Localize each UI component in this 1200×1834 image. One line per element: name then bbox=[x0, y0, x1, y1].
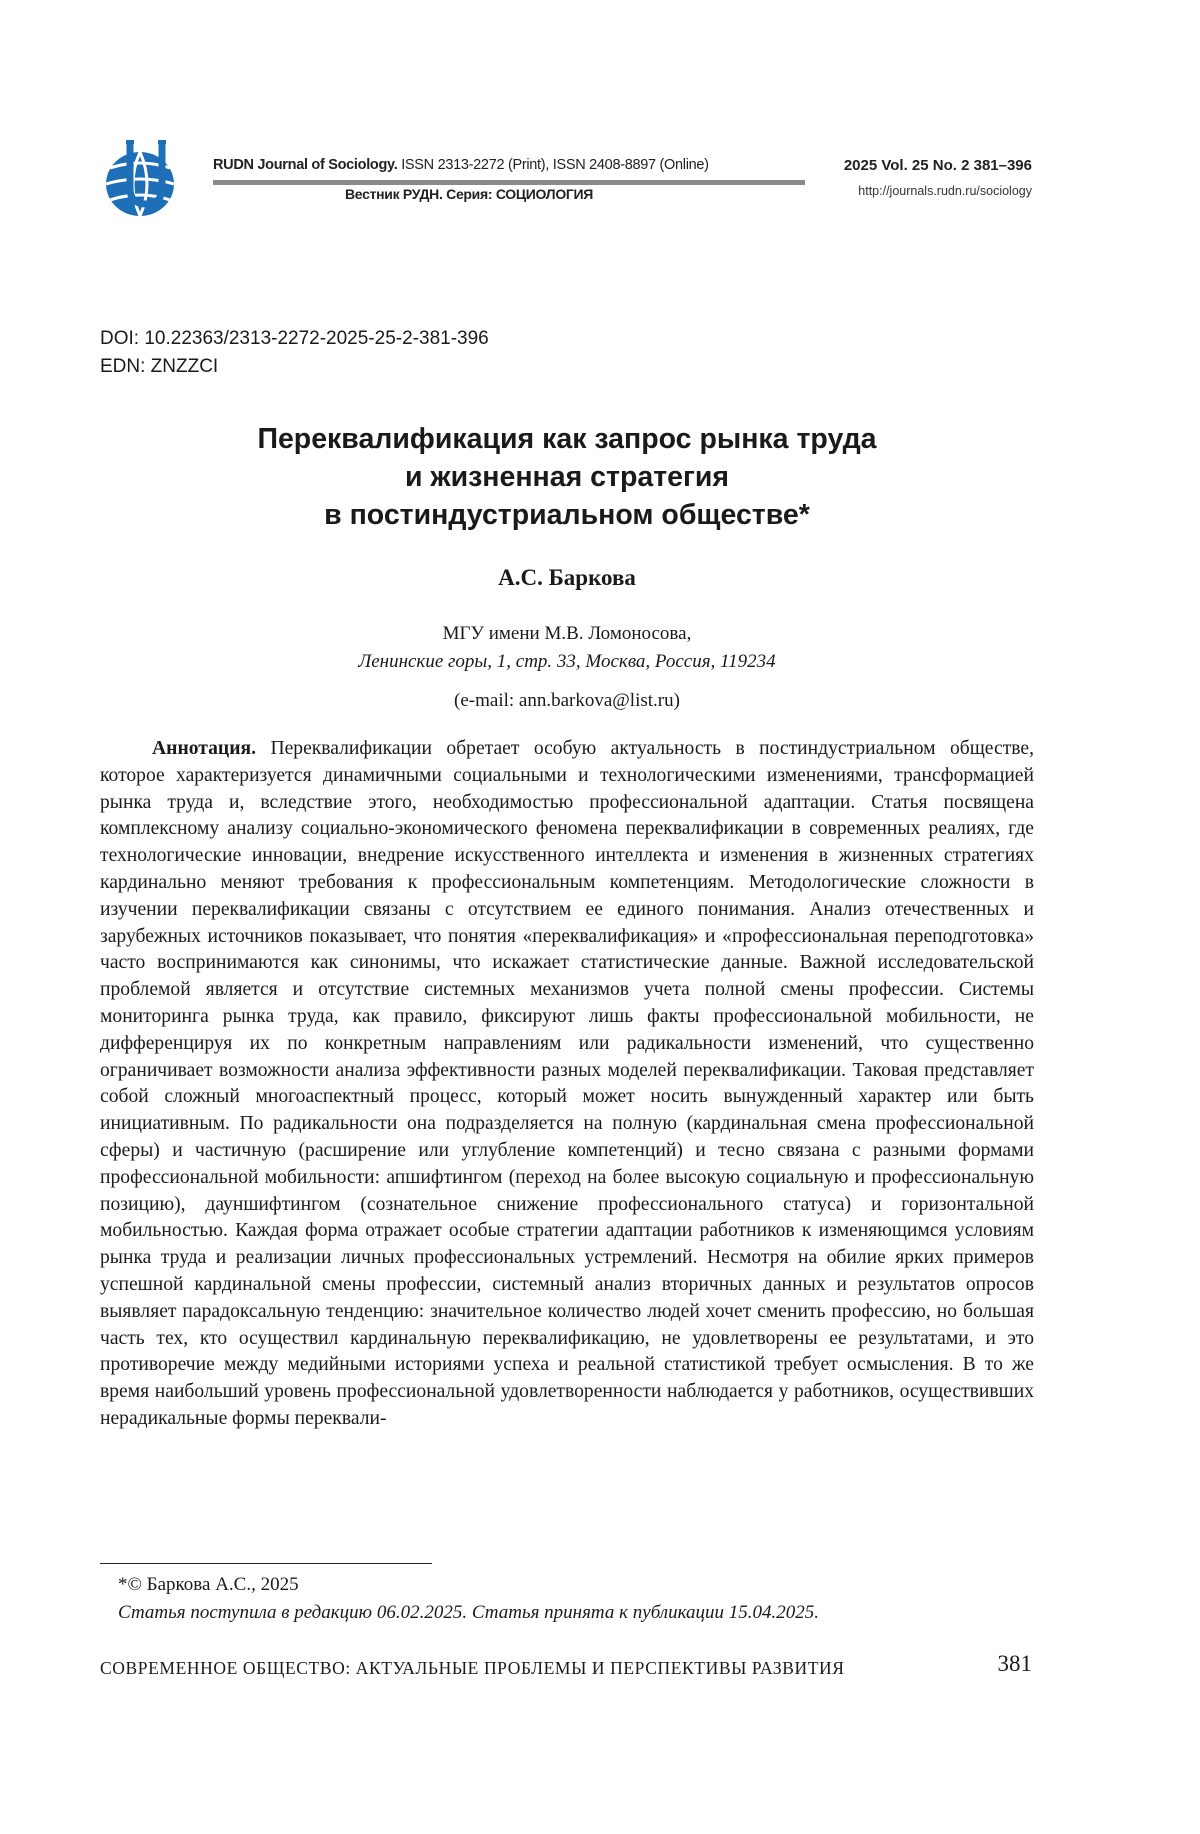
copyright-note: *© Баркова А.С., 2025 bbox=[118, 1574, 299, 1596]
author: А.С. Баркова bbox=[100, 565, 1034, 591]
series-prefix: Вестник РУДН. Серия: bbox=[345, 186, 496, 202]
author-email[interactable]: (e-mail: ann.barkova@list.ru) bbox=[100, 690, 1034, 712]
article-title bbox=[100, 420, 1034, 534]
edn: EDN: ZNZZCI bbox=[100, 353, 489, 381]
affiliation bbox=[100, 620, 1034, 676]
title-line: в постиндустриальном обществе* bbox=[100, 496, 1034, 534]
title-line: и жизненная стратегия bbox=[100, 458, 1034, 496]
journal-name: RUDN Journal of Sociology. bbox=[213, 157, 397, 173]
header-divider bbox=[213, 180, 805, 185]
title-line: Переквалификация как запрос рынка труда bbox=[100, 420, 1034, 458]
journal-issn: ISSN 2313-2272 (Print), ISSN 2408-8897 (Online) bbox=[401, 157, 709, 173]
dates-note: Статья поступила в редакцию 06.02.2025. Статья принята к публикации 15.04.2025. bbox=[118, 1602, 819, 1624]
abstract-label: Аннотация. bbox=[152, 738, 256, 759]
institution: МГУ имени М.В. Ломоносова, bbox=[100, 620, 1034, 648]
running-title: СОВРЕМЕННОЕ ОБЩЕСТВО: АКТУАЛЬНЫЕ ПРОБЛЕМЫ И ПЕРСПЕКТИВЫ РАЗВИТИЯ bbox=[100, 1658, 845, 1679]
doi[interactable]: DOI: 10.22363/2313-2272-2025-25-2-381-396 bbox=[100, 325, 489, 353]
article-identifiers bbox=[100, 325, 489, 381]
rudn-globe-logo-icon bbox=[100, 138, 188, 222]
journal-series bbox=[345, 186, 593, 202]
page-number: 381 bbox=[998, 1651, 1033, 1677]
journal-url[interactable]: http://journals.rudn.ru/sociology bbox=[858, 184, 1032, 198]
series-name: СОЦИОЛОГИЯ bbox=[496, 186, 593, 202]
footnote-divider bbox=[100, 1563, 432, 1564]
journal-header-line bbox=[213, 157, 805, 173]
volume-issue: 2025 Vol. 25 No. 2 381–396 bbox=[844, 157, 1032, 174]
address: Ленинские горы, 1, стр. 33, Москва, Россия, 119234 bbox=[100, 648, 1034, 676]
abstract-text: Переквалификации обретает особую актуальность в постиндустриальном обществе, которое характеризуется динамичными социальными и технологическими изменениями, трансформацией рынка труда и, вследствие этого, необходимостью профессиональной адаптации. Статья посвящена комплексному анализу социально-экономического феномена переквалификации в современных реалиях, где технологические инновации, внедрение искусственного интеллекта и изменения в жизненных стратегиях кардинально меняют требования к профессиональным компетенциям. Методологические сложности в изучении переквалификации связаны с отсутствием ее единого понимания. Анализ отечественных и зарубежных источников показывает, что понятия «переквалификация» и «профессиональная переподготовка» часто воспринимаются как синонимы, что искажает статистические данные. Важной исследовательской проблемой является и отсутствие системных механизмов учета полной смены профессии. Системы мониторинга рынка труда, как правило, фиксируют лишь факты профессиональной мобильности, не дифференцируя их по конкретным направлениям или радикальности изменений, что существенно ограничивает возможности анализа эффективности разных моделей переквалификации. Таковая представляет собой сложный многоаспектный процесс, который может носить вынужденный характер или быть инициативным. По радикальности она подразделяется на полную (кардинальная смена профессиональной сферы) и частичную (расширение или углубление компетенций) и тесно связана с разными формами профессиональной мобильности: апшифтингом (переход на более высокую социальную и профессиональную позицию), дауншифтингом (сознательное снижение профессионального статуса) и горизонтальной мобильностью. Каждая форма отражает особые стратегии адаптации работников к изменяющимся условиям рынка труда и реализации личных профессиональных устремлений. Несмотря на обилие ярких примеров успешной кардинальной смены профессии, системный анализ вторичных данных и результатов опросов выявляет парадоксальную тенденцию: значительное количество людей хочет сменить профессию, но большая часть тех, кто осуществил кардинальную переквалификацию, не удовлетворены ее результатами, и это противоречие между медийными историями успеха и реальной статистикой требует осмысления. В то же время наибольший уровень профессиональной удовлетворенности наблюдается у работников, осуществивших нерадикальные формы переквали- bbox=[100, 738, 1034, 1429]
abstract bbox=[100, 736, 1034, 1433]
